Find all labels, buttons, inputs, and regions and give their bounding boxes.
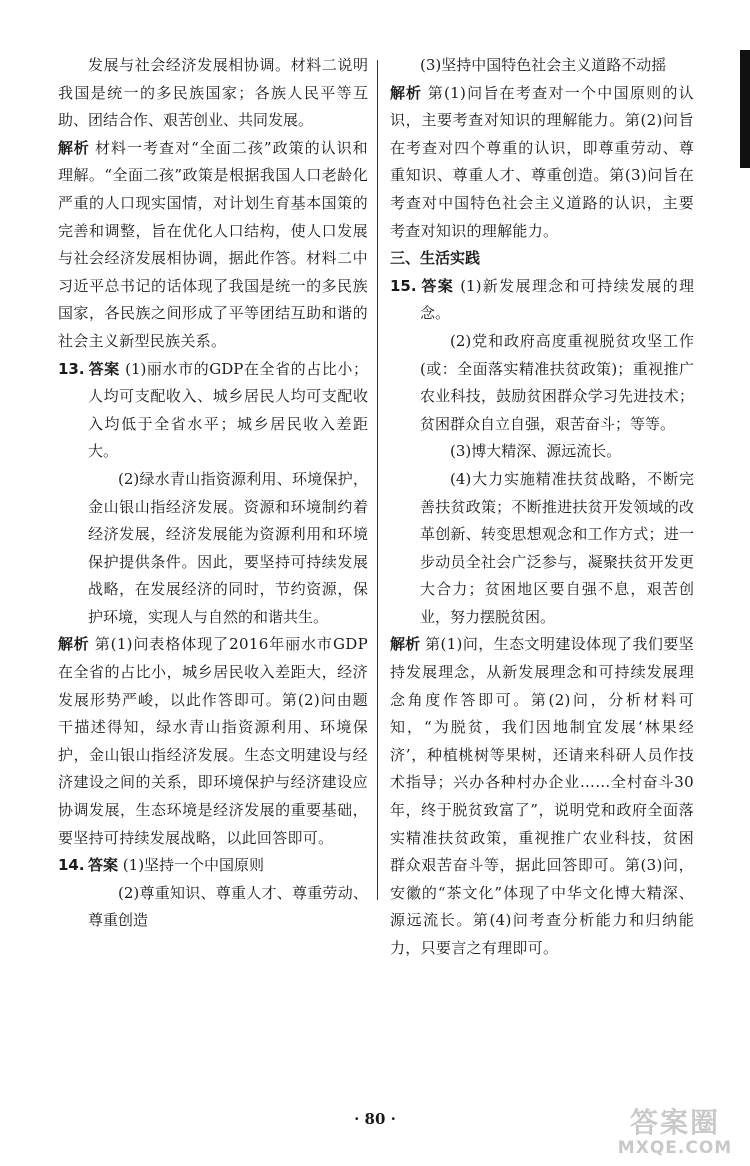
q14-analysis bbox=[390, 80, 694, 246]
q13-answer-2: (2)绿水青山指资源利用、环境保护，金山银山指经济发展。资源和环境制约着经济发展，经济发展能为资源利用和环境保护提供条件。因此，要坚持可持续发展战略，在发展经济的同时，节约资源，保护环境，实现人与自然的和谐共生。 bbox=[88, 469, 368, 626]
watermark-top: 答案圈 bbox=[629, 1106, 720, 1139]
q13-analysis bbox=[58, 631, 368, 852]
q14-answer-1 bbox=[58, 852, 368, 880]
column-divider bbox=[377, 60, 378, 900]
watermark-logo bbox=[604, 1108, 746, 1160]
answer-label: 答案 bbox=[420, 276, 455, 295]
answer-text: (1)坚持一个中国原则 bbox=[122, 856, 265, 875]
q15-analysis bbox=[390, 631, 694, 962]
analysis-label: 解析 bbox=[58, 635, 90, 654]
analysis-label: 解析 bbox=[58, 138, 90, 157]
q15-answer-3: (3)博大精深、源远流长。 bbox=[450, 442, 622, 461]
answer-label: 答案 bbox=[88, 856, 119, 875]
right-column bbox=[390, 52, 694, 963]
left-column bbox=[58, 52, 368, 935]
answer-label: 答案 bbox=[88, 359, 120, 378]
question-13 bbox=[58, 356, 368, 632]
question-number: 15. bbox=[390, 276, 417, 295]
answer-text: (1)新发展理念和可持续发展的理念。 bbox=[420, 276, 694, 323]
analysis-text: 材料一考查对“全面二孩”政策的认识和理解。“全面二孩”政策是根据我国人口老龄化严重的人口现实国情，对计划生育基本国策的完善和调整，旨在优化人口结构，使人口发展与社会经济发展相协调，据此作答。材料二中习近平总书记的话体现了我国是统一的多民族国家，各民族之间形成了平等团结互助和谐的社会主义新型民族关系。 bbox=[58, 138, 368, 350]
question-number: 13. bbox=[58, 359, 85, 378]
analysis-label: 解析 bbox=[390, 83, 422, 102]
question-14 bbox=[58, 852, 368, 935]
watermark-bottom: MXQE.COM bbox=[617, 1138, 733, 1158]
q15-answer-4: (4)大力实施精准扶贫战略，不断完善扶贫政策；不断推进扶贫开发领域的改革创新、转变思想观念和工作方式；进一步动员全社会广泛参与，凝聚扶贫开发更大合力；贫困地区要自强不息，艰苦创业，努力摆脱贫困。 bbox=[420, 469, 694, 626]
page-number: · 80 · bbox=[354, 1110, 396, 1128]
page-edge-mark bbox=[740, 50, 750, 168]
question-15 bbox=[390, 273, 694, 632]
intro-analysis bbox=[58, 135, 368, 356]
analysis-text: 第(1)问表格体现了2016年丽水市GDP在全省的占比小，城乡居民收入差距大，经济发展形势严峻，以此作答即可。第(2)问由题干描述得知，绿水青山指资源利用、环境保护，金山银山指经济发展。生态文明建设与经济建设之间的关系，即环境保护与经济建设应协调发展，生态环境是经济发展的重要基础，要坚持可持续发展战略，以此回答即可。 bbox=[58, 635, 368, 847]
question-number: 14. bbox=[58, 856, 85, 875]
section-heading: 三、生活实践 bbox=[390, 249, 481, 268]
q13-answer-1 bbox=[58, 356, 368, 466]
answer-text: (1)丽水市的GDP在全省的占比小；人均可支配收入、城乡居民人均可支配收入均低于全省水平；城乡居民收入差距大。 bbox=[88, 359, 368, 461]
analysis-text: 第(1)问，生态文明建设体现了我们要坚持发展理念，从新发展理念和可持续发展理念角度作答即可。第(2)问，分析材料可知，“为脱贫，我们因地制宜发展‘林果经济’，种植桃树等果树，还请来科研人员作技术指导；兴办各种村办企业……全村奋斗30年，终于脱贫致富了”，说明党和政府全面落实精准扶贫政策，重视推广农业科技，贫困群众艰苦奋斗等，据此回答即可。第(3)问，安徽的“茶文化”体现了中华文化博大精深、源远流长。第(4)问考查分析能力和归纳能力，只要言之有理即可。 bbox=[390, 635, 694, 957]
q15-answer-1 bbox=[390, 273, 694, 328]
analysis-text: 第(1)问旨在考查对一个中国原则的认识，主要考查对知识的理解能力。第(2)问旨在考查对四个尊重的认识，即尊重劳动、尊重知识、尊重人才、尊重创造。第(3)问旨在考查对中国特色社会主义道路的认识，主要考查对知识的理解能力。 bbox=[390, 83, 694, 240]
intro-answer: 发展与社会经济发展相协调。材料二说明我国是统一的多民族国家；各族人民平等互助、团结合作、艰苦创业、共同发展。 bbox=[58, 56, 368, 130]
q14-answer-3: (3)坚持中国特色社会主义道路不动摇 bbox=[420, 56, 667, 74]
q14-answer-2: (2)尊重知识、尊重人才、尊重劳动、尊重创造 bbox=[88, 883, 368, 930]
q15-answer-2: (2)党和政府高度重视脱贫攻坚工作(或：全面落实精准扶贫政策)；重视推广农业科技，鼓励贫困群众学习先进技术；贫困群众自立自强，艰苦奋斗；等等。 bbox=[420, 331, 694, 433]
analysis-label: 解析 bbox=[390, 635, 421, 654]
